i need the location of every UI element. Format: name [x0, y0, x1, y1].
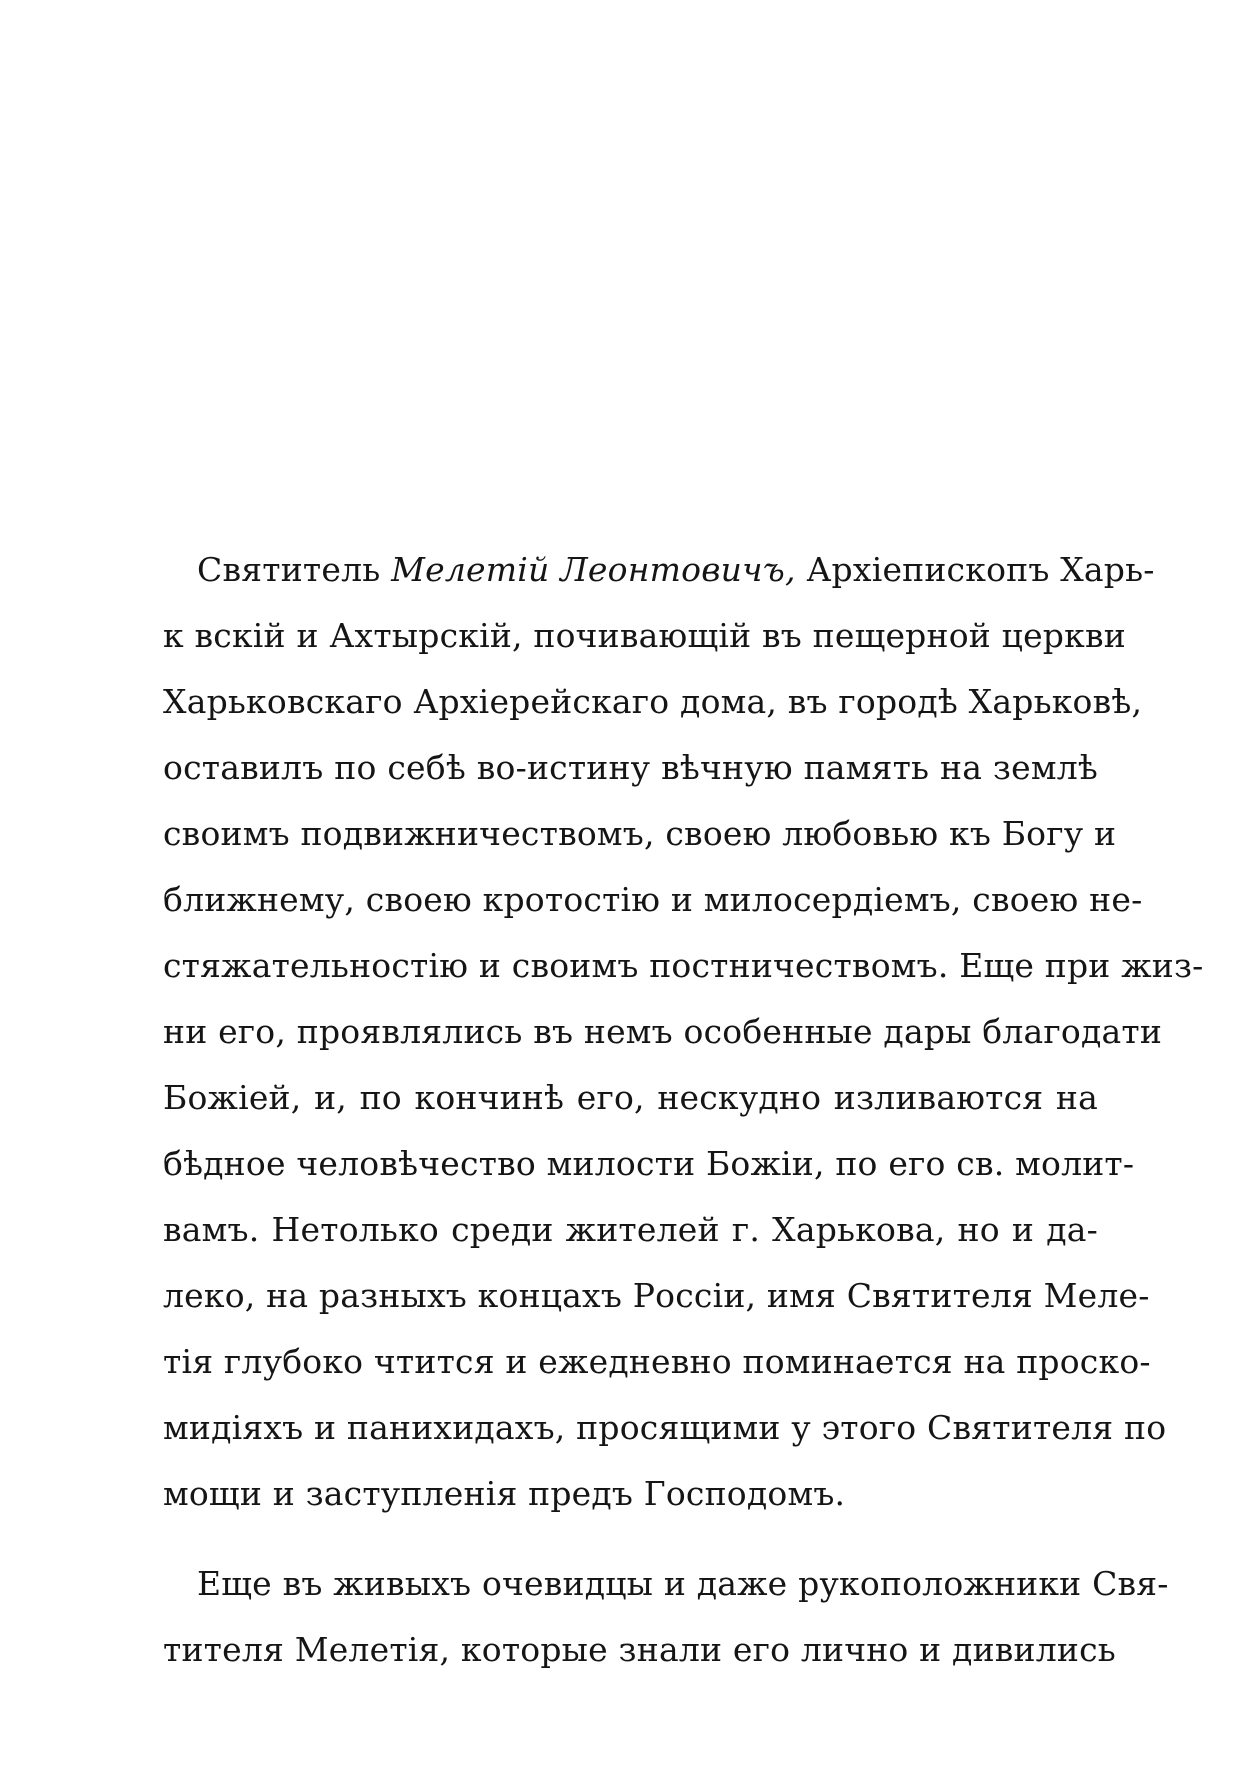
paragraph-line — [163, 735, 1098, 801]
paragraph-line — [163, 1131, 1135, 1197]
text-run: бѣдное человѣчество милости Божіи, по его св. молит- — [163, 1144, 1135, 1183]
paragraph-line — [163, 603, 1126, 669]
text-run: Харьковскаго Архіерейскаго дома, въ городѣ Харьковѣ, — [163, 682, 1143, 721]
paragraph-line — [163, 537, 1155, 603]
paragraph-line — [163, 999, 1163, 1065]
paragraph-line — [163, 1263, 1150, 1329]
text-run: ближнему, своею кротостію и милосердіемъ, своею не- — [163, 880, 1143, 919]
text-run: Святитель — [197, 550, 392, 589]
text-run: мощи и заступленія предъ Господомъ. — [163, 1474, 846, 1513]
body-text — [163, 537, 1204, 1683]
paragraph-line — [163, 1461, 1098, 1527]
paragraph-line — [163, 1329, 1151, 1395]
paragraph-line — [163, 801, 1117, 867]
paragraph-line — [163, 1551, 1169, 1617]
text-run: стяжательностію и своимъ постничествомъ. Еще при жиз- — [163, 946, 1204, 985]
paragraph-line — [163, 1065, 1098, 1131]
text-run: Божіей, и, по кончинѣ его, нескудно изливаются на — [163, 1078, 1098, 1117]
text-run: леко, на разныхъ концахъ Россіи, имя Святителя Меле- — [163, 1276, 1150, 1315]
paragraph-line — [163, 933, 1204, 999]
text-run: Еще въ живыхъ очевидцы и даже рукоположники Свя- — [197, 1564, 1169, 1603]
text-run: к вскій и Ахтырскій, почивающій въ пещерной церкви — [163, 616, 1126, 655]
text-run: оставилъ по себѣ во-истину вѣчную память на землѣ — [163, 748, 1098, 787]
paragraph-line — [163, 1617, 1116, 1683]
paragraph-gap — [163, 1527, 1098, 1551]
paragraph-line — [163, 1197, 1098, 1263]
text-run: тія глубоко чтится и ежедневно поминается на проско- — [163, 1342, 1151, 1381]
text-run: Архіепископъ Харь- — [795, 550, 1155, 589]
text-run: тителя Мелетія, которые знали его лично и дивились — [163, 1630, 1116, 1669]
text-run: мидіяхъ и панихидахъ, просящими у этого Святителя по — [163, 1408, 1167, 1447]
text-run: своимъ подвижничествомъ, своею любовью къ Богу и — [163, 814, 1117, 853]
text-run: вамъ. Нетолько среди жителей г. Харькова, но и да- — [163, 1210, 1098, 1249]
name-italic-run: Мелетій Леонтовичъ, — [391, 550, 796, 589]
paragraph-line — [163, 669, 1143, 735]
paragraph-line — [163, 867, 1143, 933]
text-run: ни его, проявлялись въ немъ особенные дары благодати — [163, 1012, 1163, 1051]
paragraph-line — [163, 1395, 1167, 1461]
